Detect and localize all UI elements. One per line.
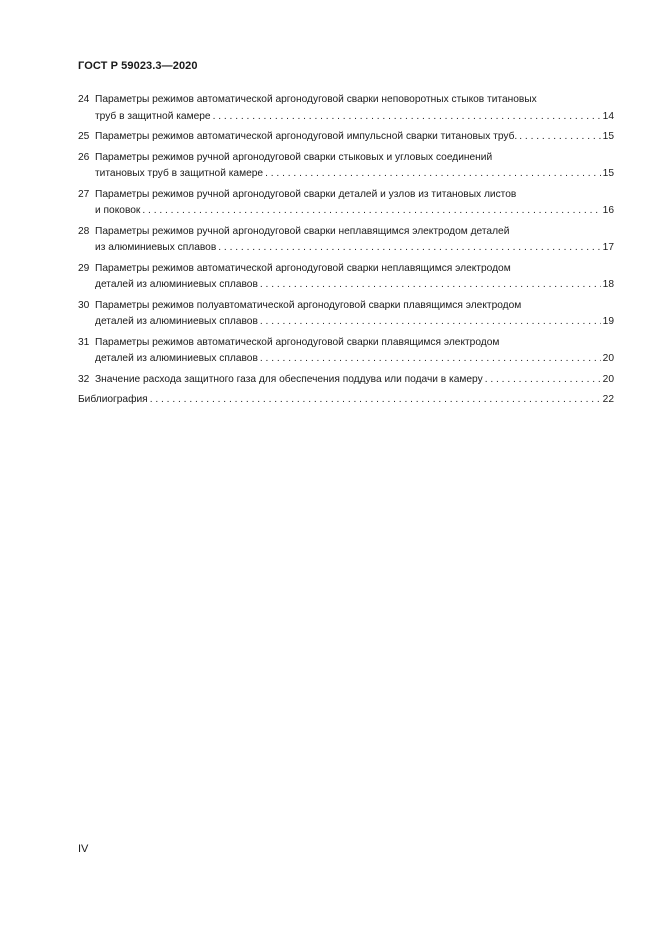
toc-line [78,109,614,126]
toc-entry-text: Значение расхода защитного газа для обеспечения поддува или подачи в камеру [95,373,483,385]
toc-page-number: 15 [602,168,614,179]
toc-leader-dots [150,392,601,409]
toc-entry-text: Параметры режимов полуавтоматической аргонодуговой сварки плавящимся электродом [95,299,522,311]
toc-entry-text: Параметры режимов автоматической аргонодуговой сварки плавящимся электродом [95,336,500,348]
toc-page-number: 20 [602,353,614,364]
toc-page-number: 14 [602,110,614,122]
toc-entry-text: деталей из алюминиевых сплавов [95,279,258,290]
toc-entry [78,150,614,183]
toc-entry [78,335,614,368]
toc-entry-text: Параметры режимов автоматической аргонодуговой сварки неплавящимся электродом [95,262,511,274]
toc-entry-text: Параметры режимов ручной аргонодуговой сварки деталей и узлов из титановых листов [95,188,517,200]
toc-entry-text: титановых труб в защитной камере [95,168,264,179]
toc-line [78,261,614,278]
toc-entry-text: Параметры режимов автоматической аргонодуговой импульсной сварки титановых труб. [95,131,518,142]
toc-line [78,92,614,109]
toc-leader-dots [213,109,601,126]
toc-line [78,129,614,146]
toc-leader-dots [260,314,601,331]
toc-entry-number: 28 [78,225,90,237]
toc-page-number: 22 [602,394,614,405]
toc-line [78,351,614,368]
toc-line [78,150,614,167]
toc-leader-dots [265,166,601,183]
toc-entry-text: Параметры режимов ручной аргонодуговой сварки неплавящимся электродом деталей [95,225,510,237]
page-number: IV [78,843,89,855]
toc-line [78,187,614,204]
toc-page-number: 15 [602,131,614,142]
toc-entry-text: Параметры режимов автоматической аргонодуговой сварки неповоротных стыков титановых [95,94,537,105]
toc-line [78,372,614,389]
table-of-contents [78,92,614,413]
toc-entry [78,224,614,257]
toc-page-number: 18 [602,279,614,290]
toc-entry-number: 29 [78,262,90,274]
toc-entry [78,129,614,146]
toc-leader-dots [218,240,600,257]
toc-leader-dots [519,129,600,146]
toc-entry-number: 27 [78,188,90,200]
toc-entry-text: из алюминиевых сплавов [95,242,217,253]
toc-entry-text: Параметры режимов ручной аргонодуговой сварки стыковых и угловых соединений [95,151,493,163]
toc-leader-dots [260,351,601,368]
toc-entry-text: деталей из алюминиевых сплавов [95,353,258,364]
toc-entry-number: 25 [78,131,90,142]
toc-entry-number: 30 [78,299,90,311]
toc-entry [78,92,614,125]
toc-line [78,335,614,352]
toc-line [78,203,614,220]
toc-entry-number: 31 [78,336,90,348]
toc-leader-dots [485,372,601,389]
toc-page-number: 19 [602,316,614,327]
toc-line [78,277,614,294]
toc-entry-text: деталей из алюминиевых сплавов [95,316,258,327]
toc-entry-text: труб в защитной камере [95,110,211,122]
toc-line [78,224,614,241]
toc-line [78,240,614,257]
toc-leader-dots [142,203,600,220]
toc-entry [78,372,614,389]
toc-page-number: 16 [602,205,614,216]
toc-entry-text: и поковок [95,205,141,216]
toc-page-number: 17 [602,242,614,253]
toc-page-number: 20 [602,373,614,385]
toc-entry-number: 26 [78,151,90,163]
toc-entry [78,261,614,294]
toc-entry [78,187,614,220]
document-header: ГОСТ Р 59023.3—2020 [78,60,198,72]
toc-line [78,314,614,331]
toc-entry [78,392,614,409]
toc-entry-text: Библиография [78,394,148,405]
toc-line [78,166,614,183]
toc-entry [78,298,614,331]
toc-leader-dots [260,277,601,294]
toc-entry-number: 32 [78,373,90,385]
toc-entry-number: 24 [78,94,90,105]
toc-line [78,392,614,409]
toc-line [78,298,614,315]
